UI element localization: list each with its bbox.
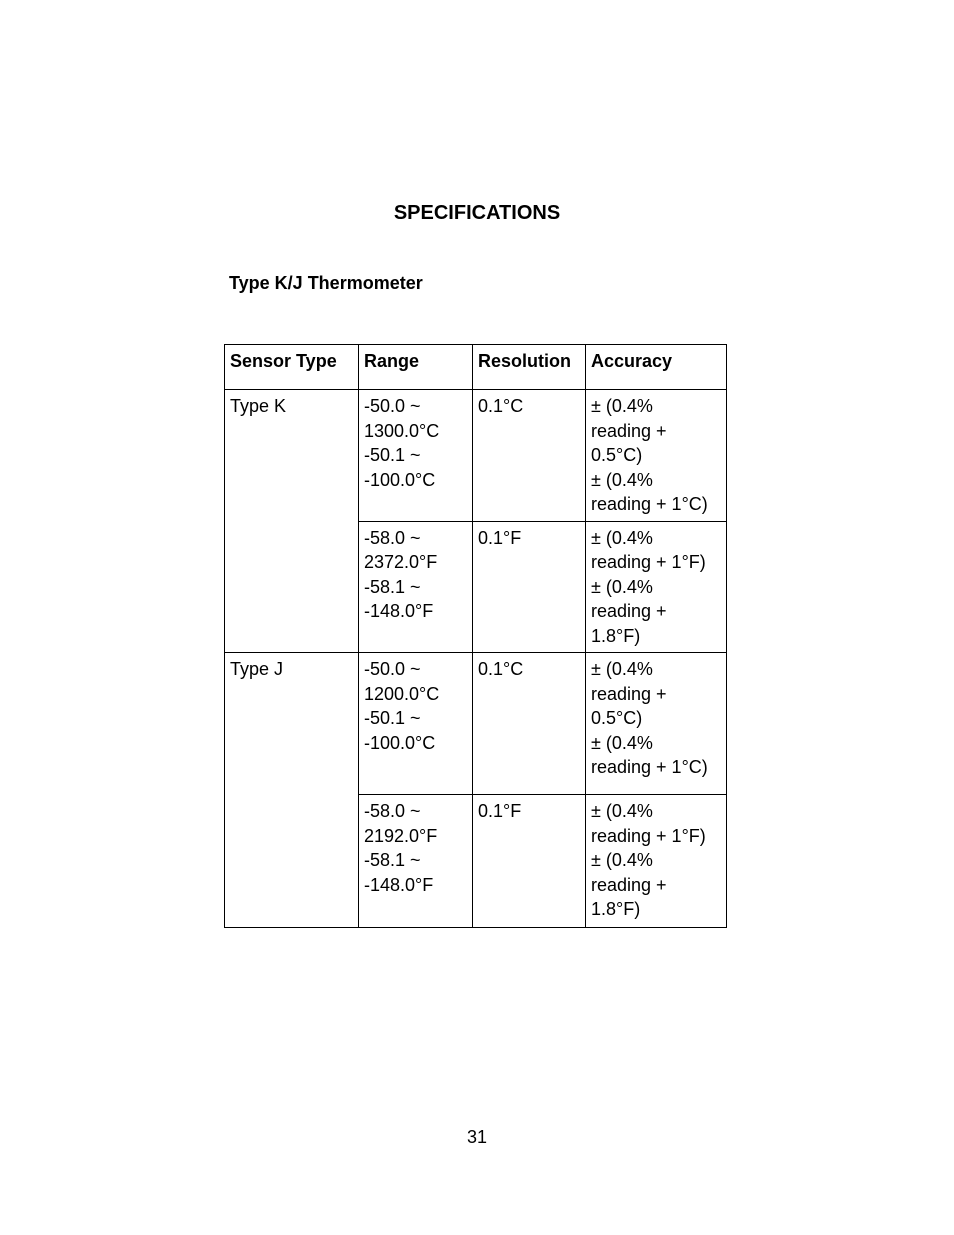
range-line: -58.1 ~ [364, 850, 421, 870]
range-line: -148.0°F [364, 601, 434, 621]
accuracy-line: 0.5°C) [591, 445, 643, 465]
page-number: 31 [466, 1127, 488, 1147]
table-row [225, 390, 727, 522]
accuracy-line: reading + 1°F) [591, 825, 706, 846]
accuracy-line: reading + 1°F) [591, 552, 706, 572]
range-cell [359, 521, 473, 653]
range-line: -50.0 ~ [364, 396, 421, 416]
accuracy-line: reading + 1°C) [591, 757, 708, 777]
accuracy-line: reading + 1°C) [591, 494, 708, 514]
range-cell [359, 795, 473, 928]
accuracy-line: ± (0.4% [591, 576, 653, 597]
accuracy-cell [586, 521, 727, 653]
accuracy-cell [586, 390, 727, 522]
header-range: Range [359, 345, 473, 390]
table-row [225, 653, 727, 795]
accuracy-line: reading + [591, 601, 667, 621]
resolution-cell: 0.1°C [473, 653, 586, 795]
accuracy-line: 1.8°F) [591, 899, 641, 919]
accuracy-line: ± (0.4% [591, 659, 653, 679]
range-line: -100.0°C [364, 732, 436, 753]
header-accuracy: Accuracy [586, 345, 727, 390]
resolution-cell: 0.1°F [473, 795, 586, 928]
accuracy-cell [586, 653, 727, 795]
accuracy-line: ± (0.4% [591, 732, 653, 753]
accuracy-line: reading + [591, 683, 667, 704]
page-title: SPECIFICATIONS [393, 202, 561, 224]
range-line: -148.0°F [364, 874, 434, 895]
section-subtitle: Type K/J Thermometer [229, 273, 423, 293]
range-line: 1300.0°C [364, 420, 440, 441]
accuracy-line: ± (0.4% [591, 801, 653, 821]
accuracy-line: reading + [591, 420, 667, 441]
range-line: -58.0 ~ [364, 527, 421, 548]
accuracy-line: reading + [591, 874, 667, 895]
range-line: 2192.0°F [364, 825, 438, 846]
range-line: -50.1 ~ [364, 708, 421, 728]
header-resolution: Resolution [473, 345, 586, 390]
accuracy-line: 0.5°C) [591, 708, 643, 728]
range-line: 1200.0°C [364, 683, 440, 704]
range-line: -50.1 ~ [364, 445, 421, 465]
accuracy-line: 1.8°F) [591, 625, 641, 646]
accuracy-line: ± (0.4% [591, 850, 653, 870]
range-line: 2372.0°F [364, 552, 438, 572]
resolution-cell: 0.1°F [473, 521, 586, 653]
range-line: -58.1 ~ [364, 576, 421, 597]
accuracy-line: ± (0.4% [591, 469, 653, 490]
sensor-type-cell: Type K [225, 390, 359, 653]
sensor-type-cell: Type J [225, 653, 359, 928]
table-header-row [225, 345, 727, 390]
accuracy-line: ± (0.4% [591, 527, 653, 548]
range-cell [359, 390, 473, 522]
resolution-cell: 0.1°C [473, 390, 586, 522]
range-line: -100.0°C [364, 469, 436, 490]
range-line: -58.0 ~ [364, 801, 421, 821]
accuracy-cell [586, 795, 727, 928]
accuracy-line: ± (0.4% [591, 396, 653, 416]
range-line: -50.0 ~ [364, 659, 421, 679]
header-sensor-type: Sensor Type [225, 345, 359, 390]
specifications-table [224, 344, 727, 928]
range-cell [359, 653, 473, 795]
